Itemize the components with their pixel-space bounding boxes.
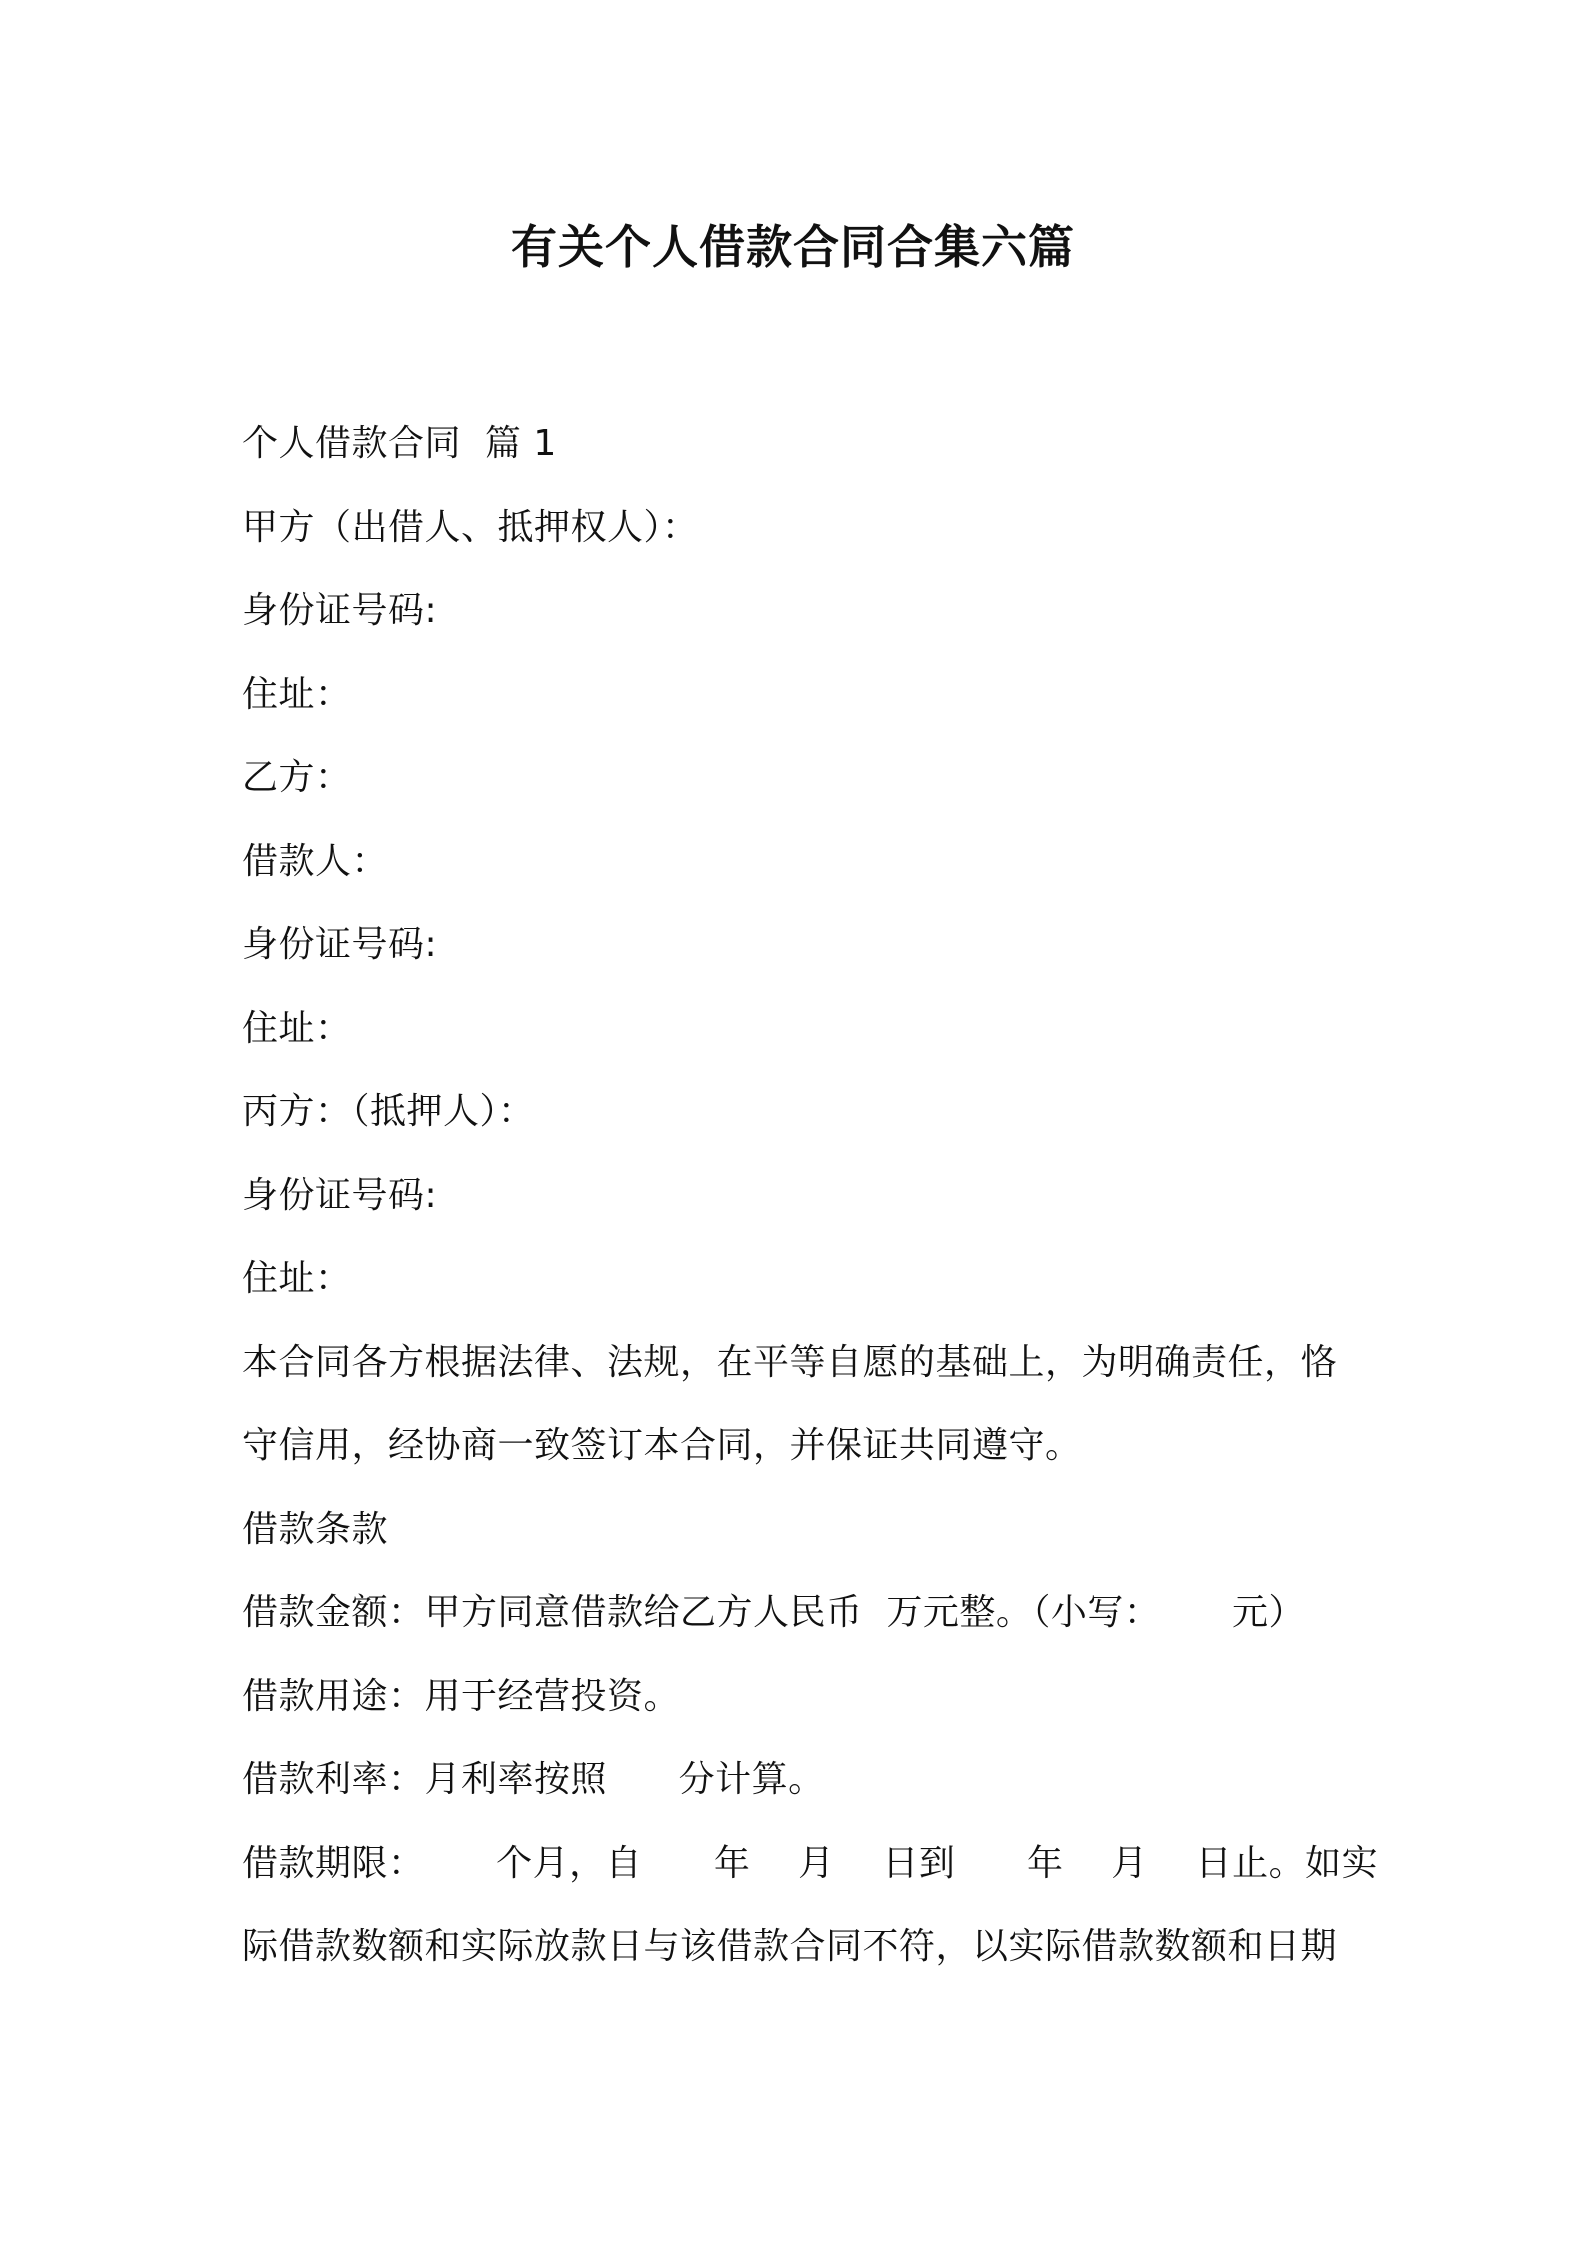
preamble-line-1: 本合同各方根据法律、法规，在平等自愿的基础上，为明确责任，恪 (242, 1341, 1338, 1383)
loan-term-clause: 借款期限： 个月，自 年 月 日到 年 月 日止。如实 (242, 1842, 1379, 1884)
party-c-address-label: 住址： (242, 1258, 352, 1299)
party-a-id-label: 身份证号码: (242, 590, 438, 631)
loan-purpose-clause: 借款用途：用于经营投资。 (242, 1675, 681, 1717)
loan-terms-heading: 借款条款 (242, 1508, 389, 1550)
party-c-label: 丙方：（抵押人）： (242, 1091, 535, 1132)
party-a-address-label: 住址： (242, 673, 352, 715)
party-b-id-label: 身份证号码: (242, 924, 438, 965)
party-b-label: 乙方： (242, 757, 352, 798)
borrower-label: 借款人： (242, 840, 389, 882)
loan-amount-clause: 借款金额：甲方同意借款给乙方人民币 万元整。（小写： 元） (242, 1592, 1306, 1633)
loan-term-clause-continued: 际借款数额和实际放款日与该借款合同不符，以实际借款数额和日期 (242, 1926, 1338, 1967)
party-a-label: 甲方（出借人、抵押权人）： (242, 506, 699, 548)
document-title: 有关个人借款合同合集六篇 (511, 220, 1075, 274)
party-c-id-label: 身份证号码: (242, 1174, 438, 1216)
loan-rate-clause: 借款利率：月利率按照 分计算。 (242, 1759, 825, 1800)
party-b-address-label: 住址： (242, 1007, 352, 1049)
document-body (242, 402, 1379, 1989)
preamble-line-2: 守信用，经协商一致签订本合同，并保证共同遵守。 (242, 1425, 1082, 1466)
section-heading: 个人借款合同 篇 1 (242, 423, 557, 464)
